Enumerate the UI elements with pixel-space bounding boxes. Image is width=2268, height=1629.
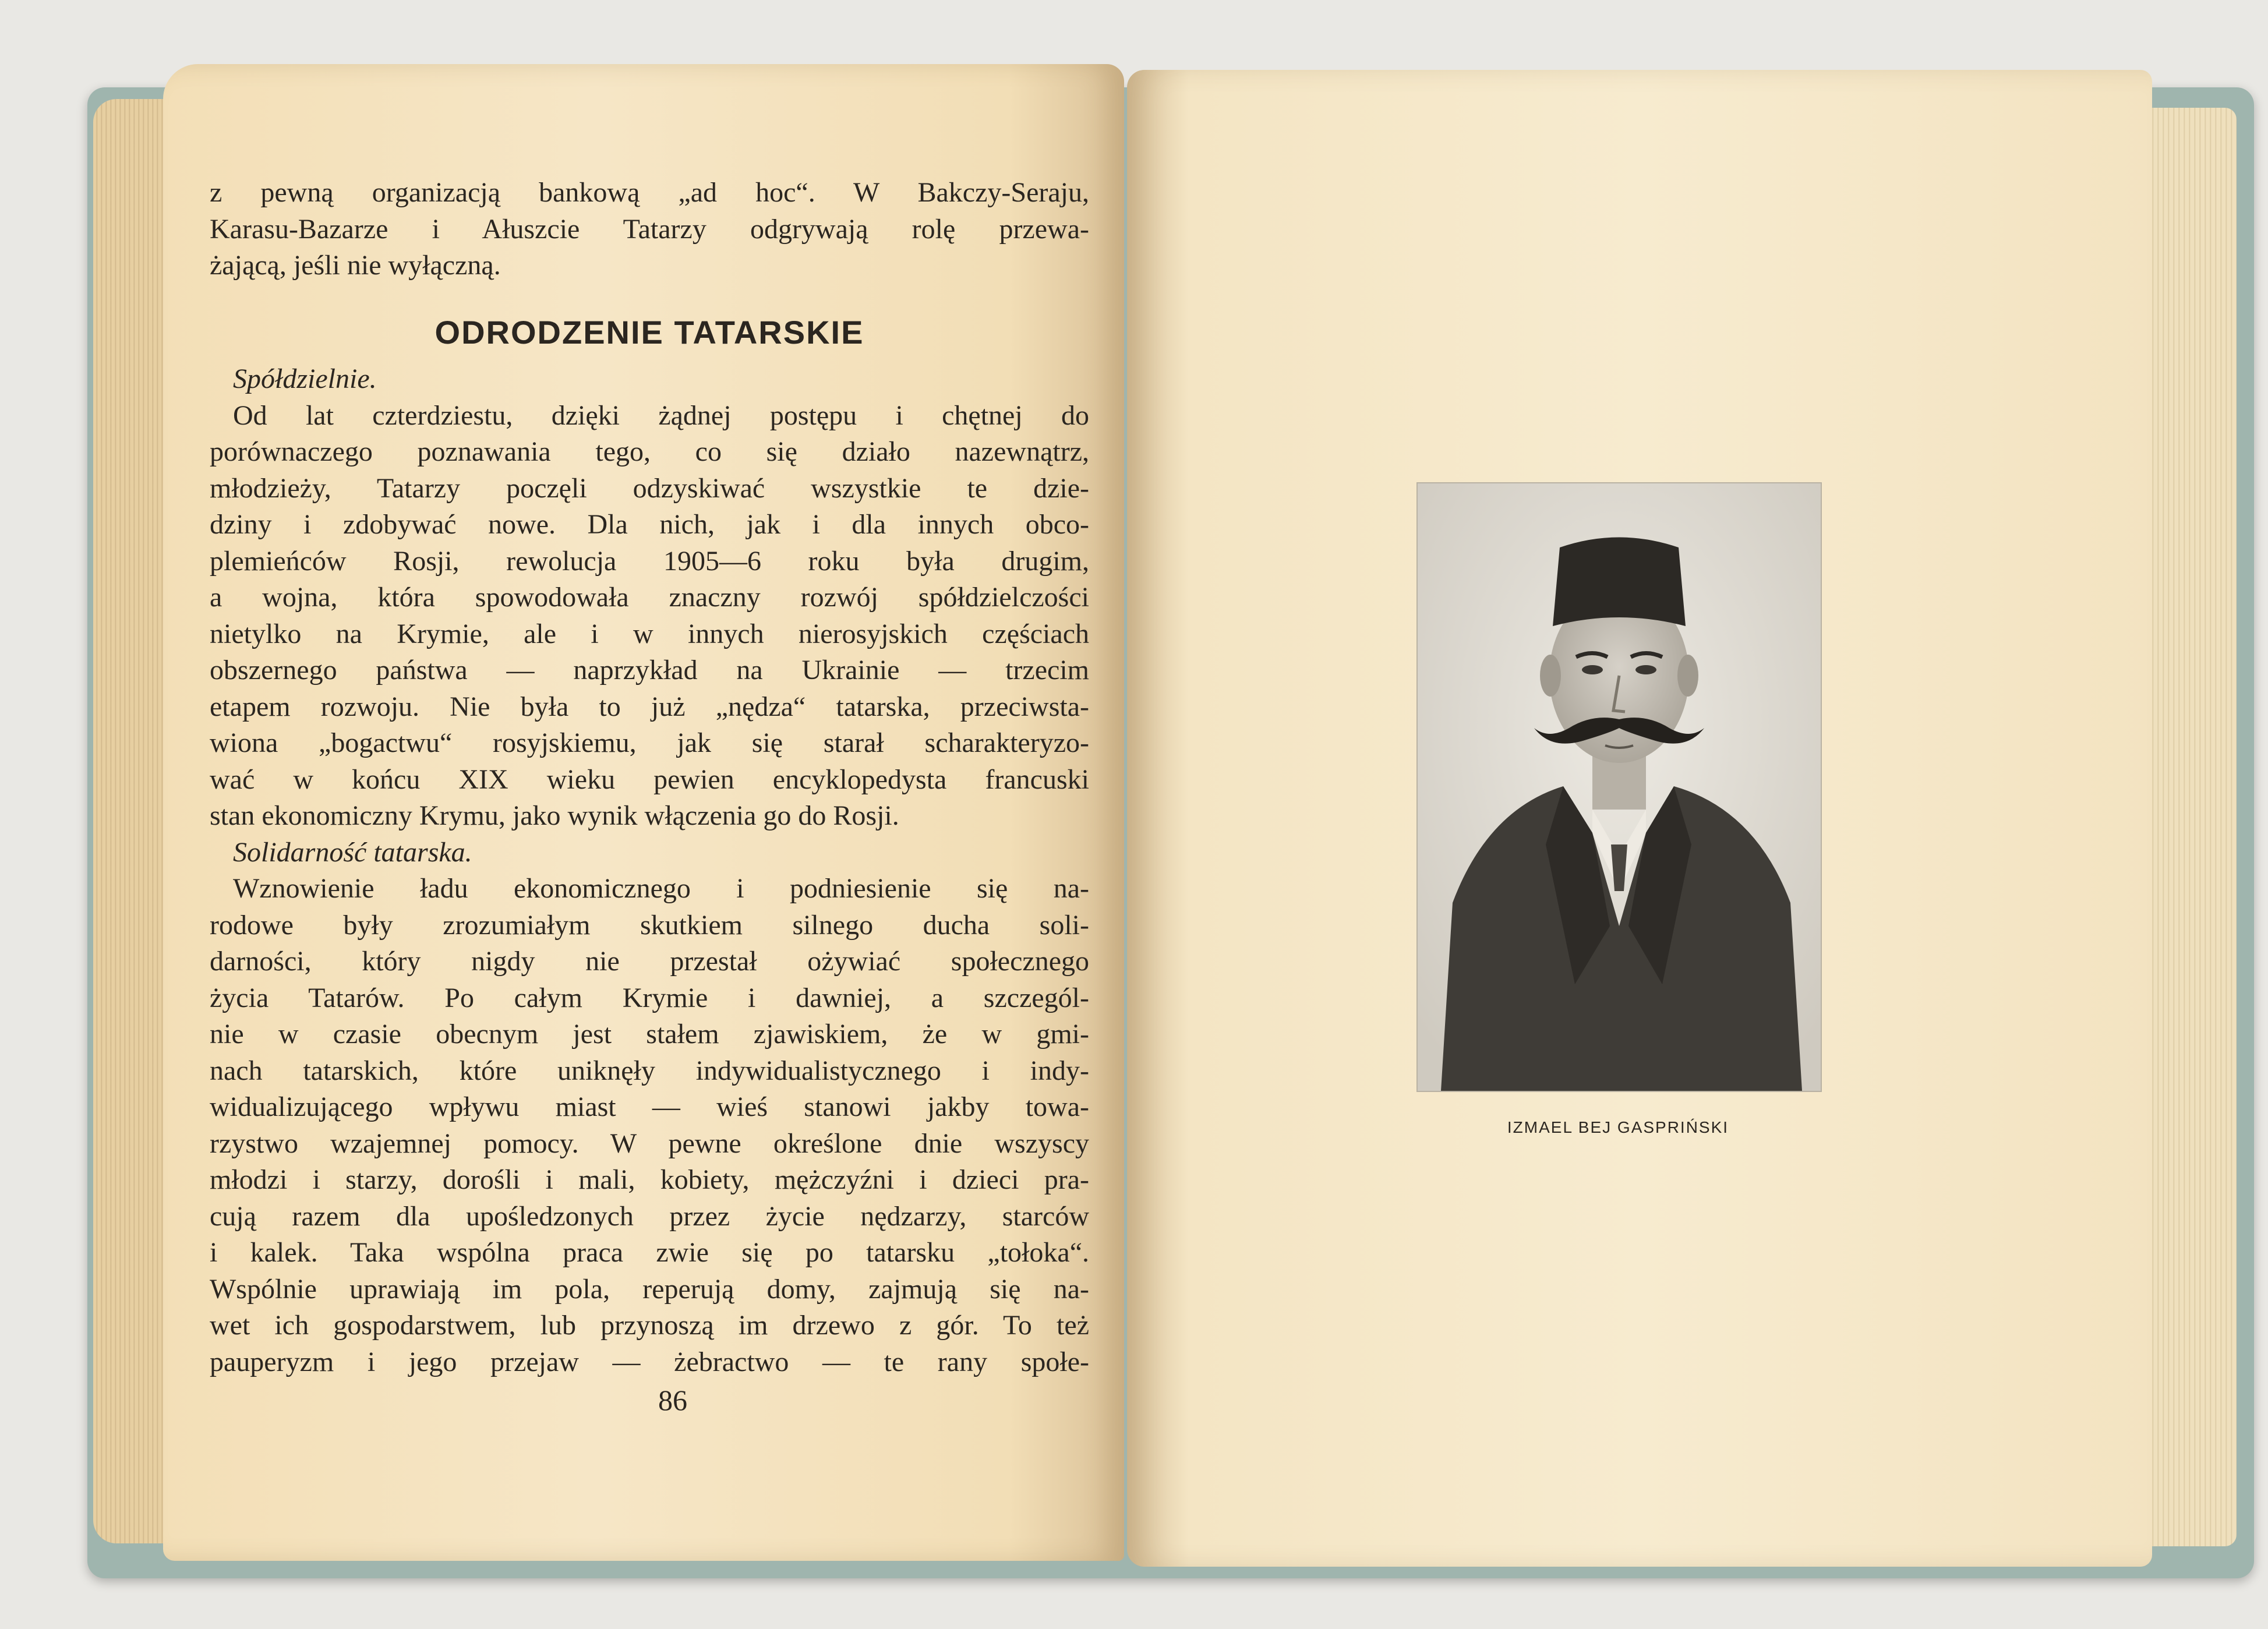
- page-number: 86: [658, 1384, 687, 1416]
- text-line: porównaczego poznawania tego, co się działo nazewnątrz,: [210, 436, 1089, 467]
- paragraph-3: [210, 871, 1089, 1380]
- text-line: nietylko na Krymie, ale i w innych nierosyjskich częściach: [210, 618, 1089, 649]
- page-edges-right: [2143, 108, 2237, 1546]
- text-line: plemieńców Rosji, rewolucja 1905—6 roku była drugim,: [210, 545, 1089, 577]
- text-line: wet ich gospodarstwem, lub przynoszą im drzewo z gór. To też: [210, 1310, 1089, 1341]
- portrait-caption: IZMAEL BEJ GASPRIŃSKI: [1507, 1118, 1729, 1136]
- text-line: nach tatarskich, które uniknęły indywidualistycznego i indy-: [210, 1055, 1089, 1086]
- text-line: młodzi i starzy, dorośli i mali, kobiety, mężczyźni i dzieci pra-: [210, 1164, 1089, 1195]
- text-line: rzystwo wzajemnej pomocy. W pewne określone dnie wszyscy: [210, 1128, 1089, 1159]
- text-line: Od lat czterdziestu, dzięki żądnej postępu i chętnej do: [233, 400, 1089, 431]
- paragraph-1: [210, 175, 1089, 284]
- text-line: młodzieży, Tatarzy poczęli odzyskiwać wszystkie te dzie-: [210, 472, 1089, 504]
- text-line: a wojna, która spowodowała znaczny rozwój spółdzielczości: [210, 582, 1089, 613]
- text-line: wać w końcu XIX wieku pewien encyklopedysta francuski: [210, 764, 1089, 795]
- text-line: nie w czasie obecnym jest stałem zjawiskiem, że w gmi-: [210, 1019, 1089, 1050]
- text-line: dziny i zdobywać nowe. Dla nich, jak i dla innych obco-: [210, 509, 1089, 540]
- paragraph-2: [210, 398, 1089, 835]
- text-line: wiona „bogactwu“ rosyjskiemu, jak się starał scharakteryzo-: [210, 727, 1089, 758]
- text-line: widualizującego wpływu miast — wieś stanowi jakby towa-: [210, 1091, 1089, 1122]
- text-line: pauperyzm i jego przejaw — żebractwo — te rany społe-: [210, 1346, 1089, 1377]
- text-line: życia Tatarów. Po całym Krymie i dawniej, a szczegól-: [210, 982, 1089, 1013]
- subheading-solidarnosc: Solidarność tatarska.: [233, 836, 472, 868]
- text-line: Karasu-Bazarze i Ałuszcie Tatarzy odgrywają rolę przewa-: [210, 213, 1089, 245]
- text-line: żającą, jeśli nie wyłączną.: [210, 250, 501, 281]
- text-line: stan ekonomiczny Krymu, jako wynik włączenia go do Rosji.: [210, 800, 899, 831]
- text-line: Wznowienie ładu ekonomicznego i podniesienie się na-: [233, 873, 1089, 904]
- subheading-spoldzielnie: Spółdzielnie.: [233, 363, 377, 394]
- section-heading: ODRODZENIE TATARSKIE: [434, 313, 864, 351]
- text-line: etapem rozwoju. Nie była to już „nędza“ tatarska, przeciwsta-: [210, 691, 1089, 722]
- text-line: rodowe były zrozumiałym skutkiem silnego ducha soli-: [210, 909, 1089, 941]
- text-line: i kalek. Taka wspólna praca zwie się po tatarsku „tołoka“.: [210, 1237, 1089, 1268]
- text-line: z pewną organizacją bankową „ad hoc“. W Bakczy-Seraju,: [210, 177, 1089, 208]
- text-line: darności, który nigdy nie przestał ożywiać społecznego: [210, 946, 1089, 977]
- portrait-photo: [1416, 482, 1822, 1092]
- left-page-text: [210, 175, 1089, 1380]
- text-line: cują razem dla upośledzonych przez życie nędzarzy, starców: [210, 1200, 1089, 1232]
- text-line: Wspólnie uprawiają im pola, reperują domy, zajmują się na-: [210, 1273, 1089, 1305]
- portrait-illustration: [1418, 483, 1821, 1091]
- text-line: obszernego państwa — naprzykład na Ukrainie — trzecim: [210, 655, 1089, 685]
